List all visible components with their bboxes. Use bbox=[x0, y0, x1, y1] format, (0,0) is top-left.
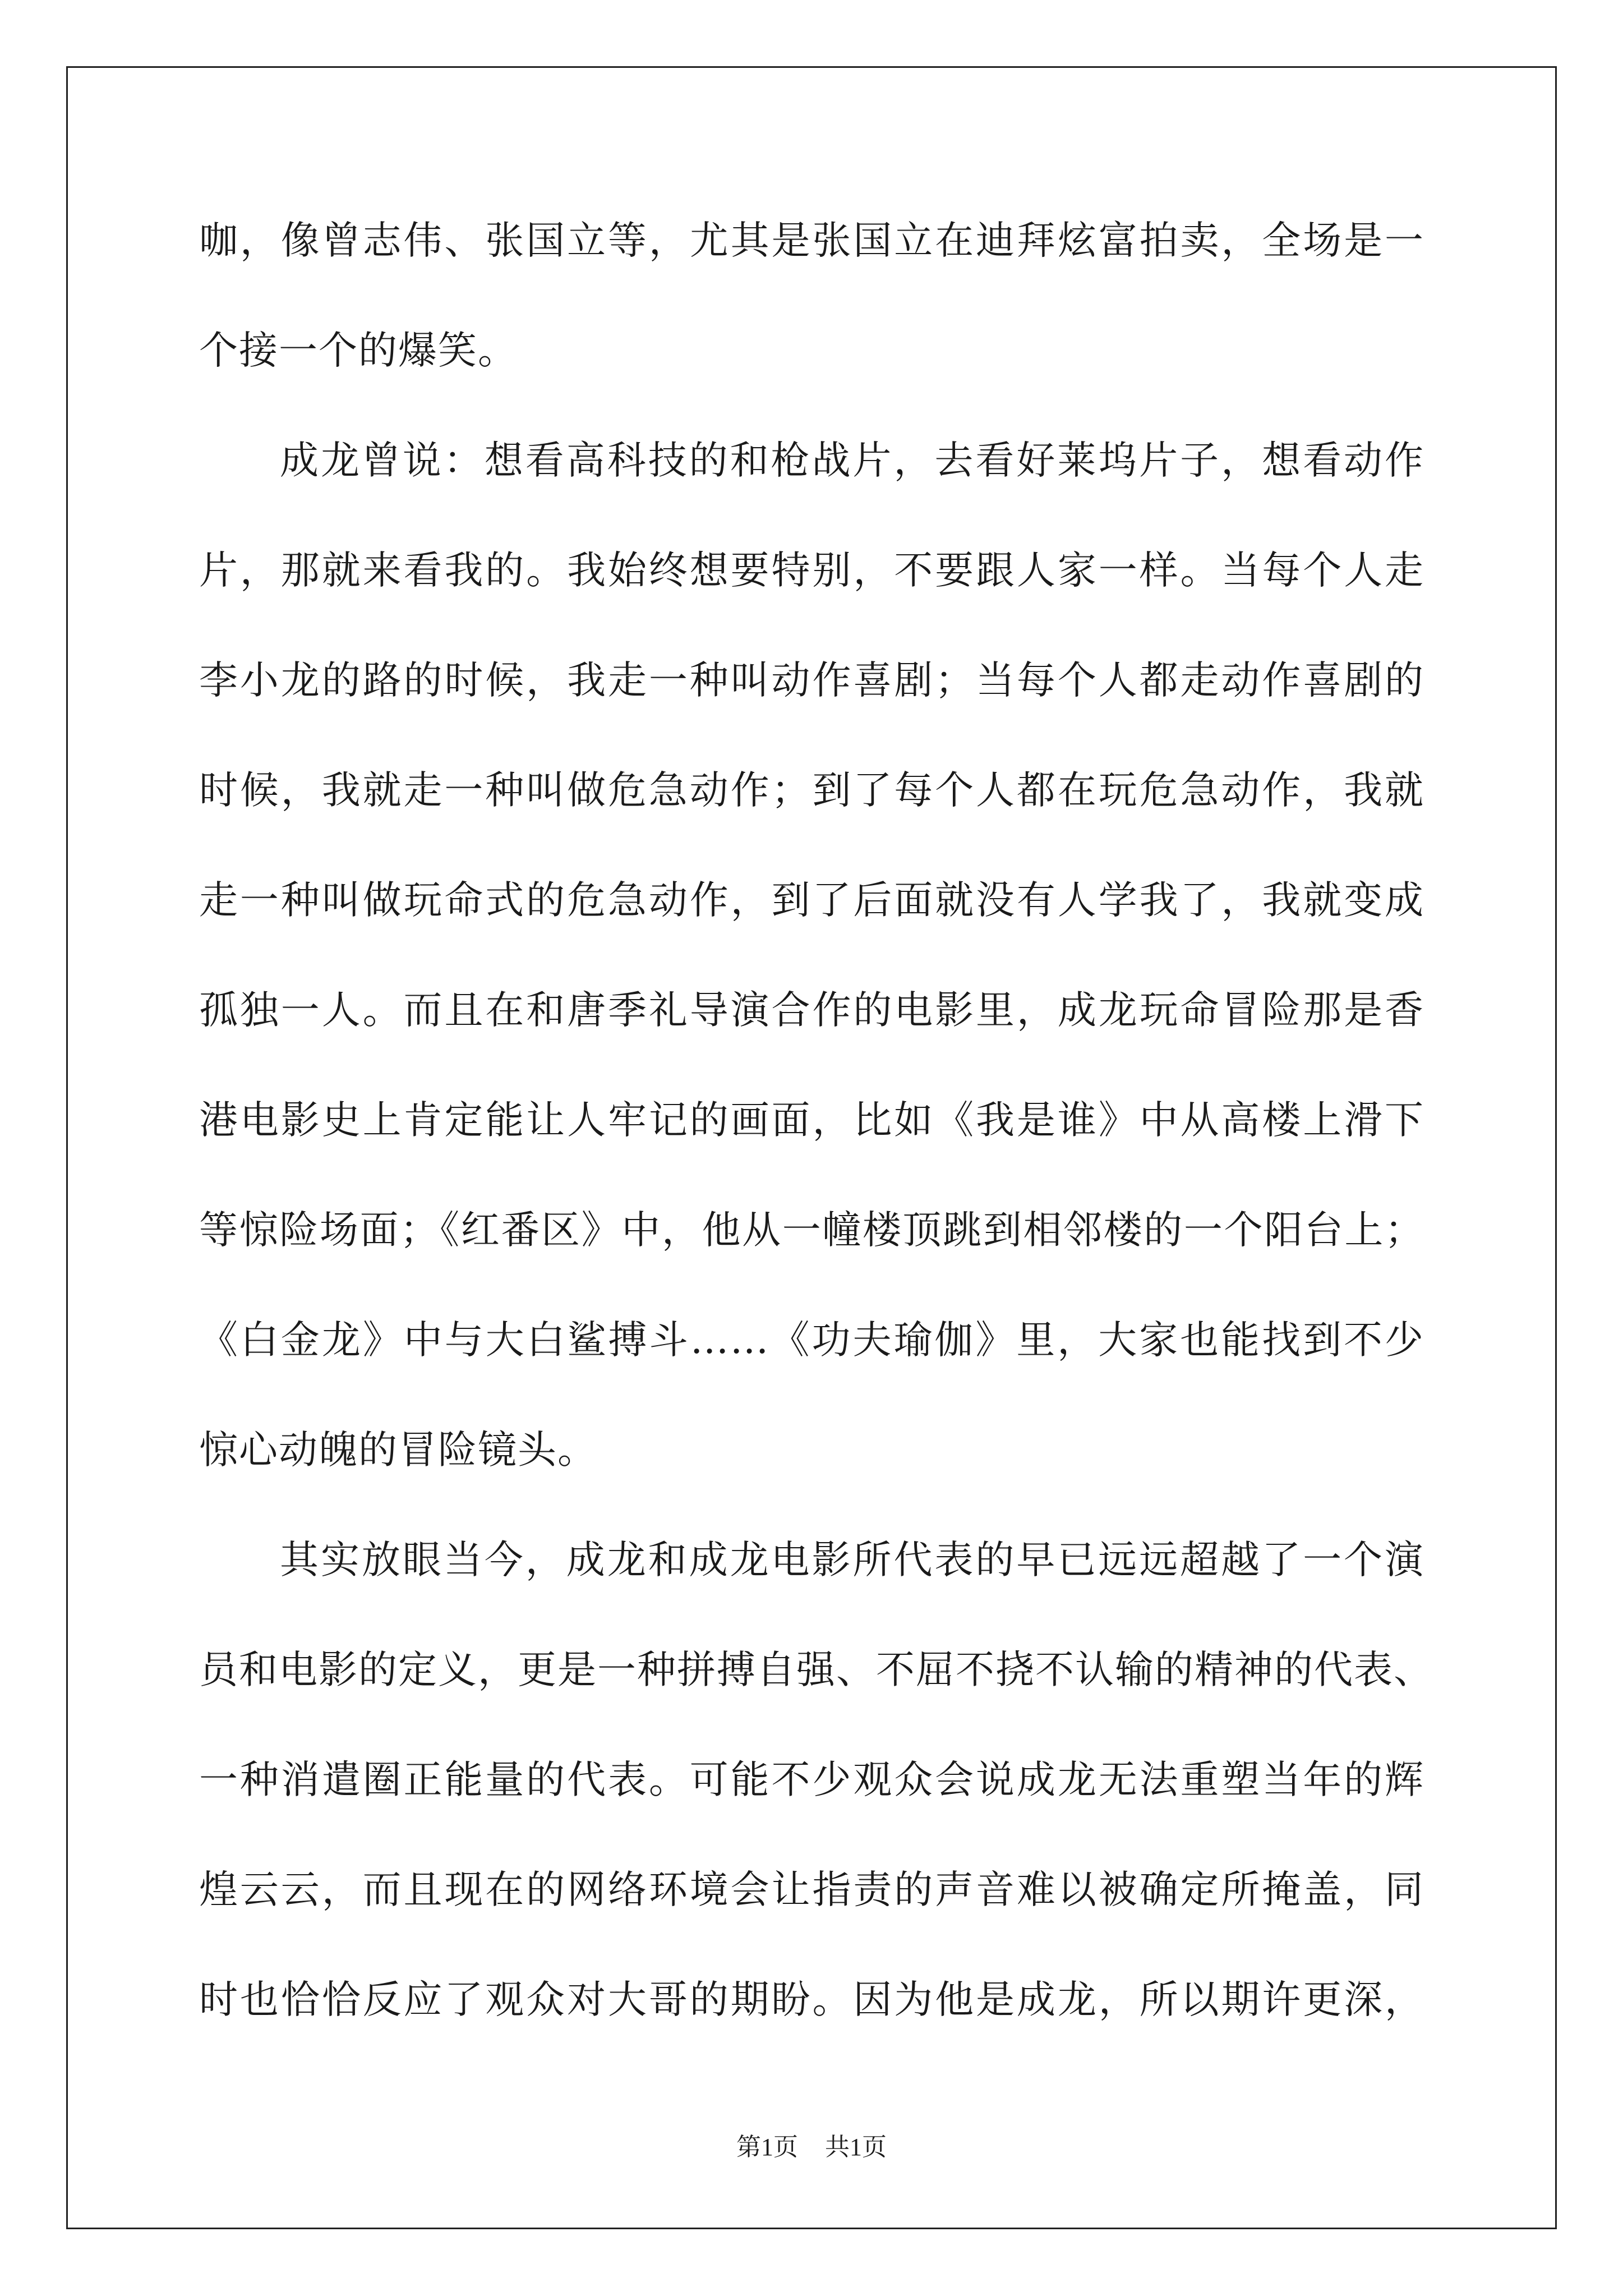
text-line: 走一种叫做玩命式的危急动作，到了后面就没有人学我了，我就变成 bbox=[199, 878, 1424, 923]
page-number: 第1页 bbox=[736, 2133, 798, 2161]
text-line: 孤独一人。而且在和唐季礼导演合作的电影里，成龙玩命冒险那是香 bbox=[199, 988, 1424, 1033]
paragraph-start-line: 其实放眼当今，成龙和成龙电影所代表的早已远远超越了一个演 bbox=[280, 1538, 1424, 1582]
text-line: 咖，像曾志伟、张国立等，尤其是张国立在迪拜炫富拍卖，全场是一 bbox=[199, 218, 1424, 263]
text-line: 员和电影的定义，更是一种拼搏自强、不屈不挠不认输的精神的代表、 bbox=[199, 1648, 1433, 1692]
text-line: 一种消遣圈正能量的代表。可能不少观众会说成龙无法重塑当年的辉 bbox=[199, 1757, 1424, 1802]
text-line: 李小龙的路的时候，我走一种叫动作喜剧；当每个人都走动作喜剧的 bbox=[199, 658, 1424, 703]
text-line: 《白金龙》中与大白鲨搏斗……《功夫瑜伽》里，大家也能找到不少 bbox=[199, 1318, 1424, 1363]
text-line: 时也恰恰反应了观众对大哥的期盼。因为他是成龙，所以期许更深， bbox=[199, 1977, 1424, 2022]
text-line: 个接一个的爆笑。 bbox=[199, 328, 518, 373]
text-line: 港电影史上肯定能让人牢记的画面，比如《我是谁》中从高楼上滑下 bbox=[199, 1098, 1424, 1143]
paragraph-start-line: 成龙曾说：想看高科技的和枪战片，去看好莱坞片子，想看动作 bbox=[280, 438, 1424, 483]
text-line: 等惊险场面；《红番区》中，他从一幢楼顶跳到相邻楼的一个阳台上； bbox=[199, 1208, 1424, 1253]
page-total: 共1页 bbox=[825, 2133, 887, 2161]
text-line: 惊心动魄的冒险镜头。 bbox=[199, 1428, 597, 1473]
text-line: 煌云云，而且现在的网络环境会让指责的声音难以被确定所掩盖，同 bbox=[199, 1867, 1424, 1912]
text-line: 片，那就来看我的。我始终想要特别，不要跟人家一样。当每个人走 bbox=[199, 548, 1424, 593]
document-body bbox=[199, 205, 1433, 2074]
page-footer bbox=[0, 2132, 1623, 2163]
text-line: 时候，我就走一种叫做危急动作；到了每个人都在玩危急动作，我就 bbox=[199, 768, 1424, 813]
